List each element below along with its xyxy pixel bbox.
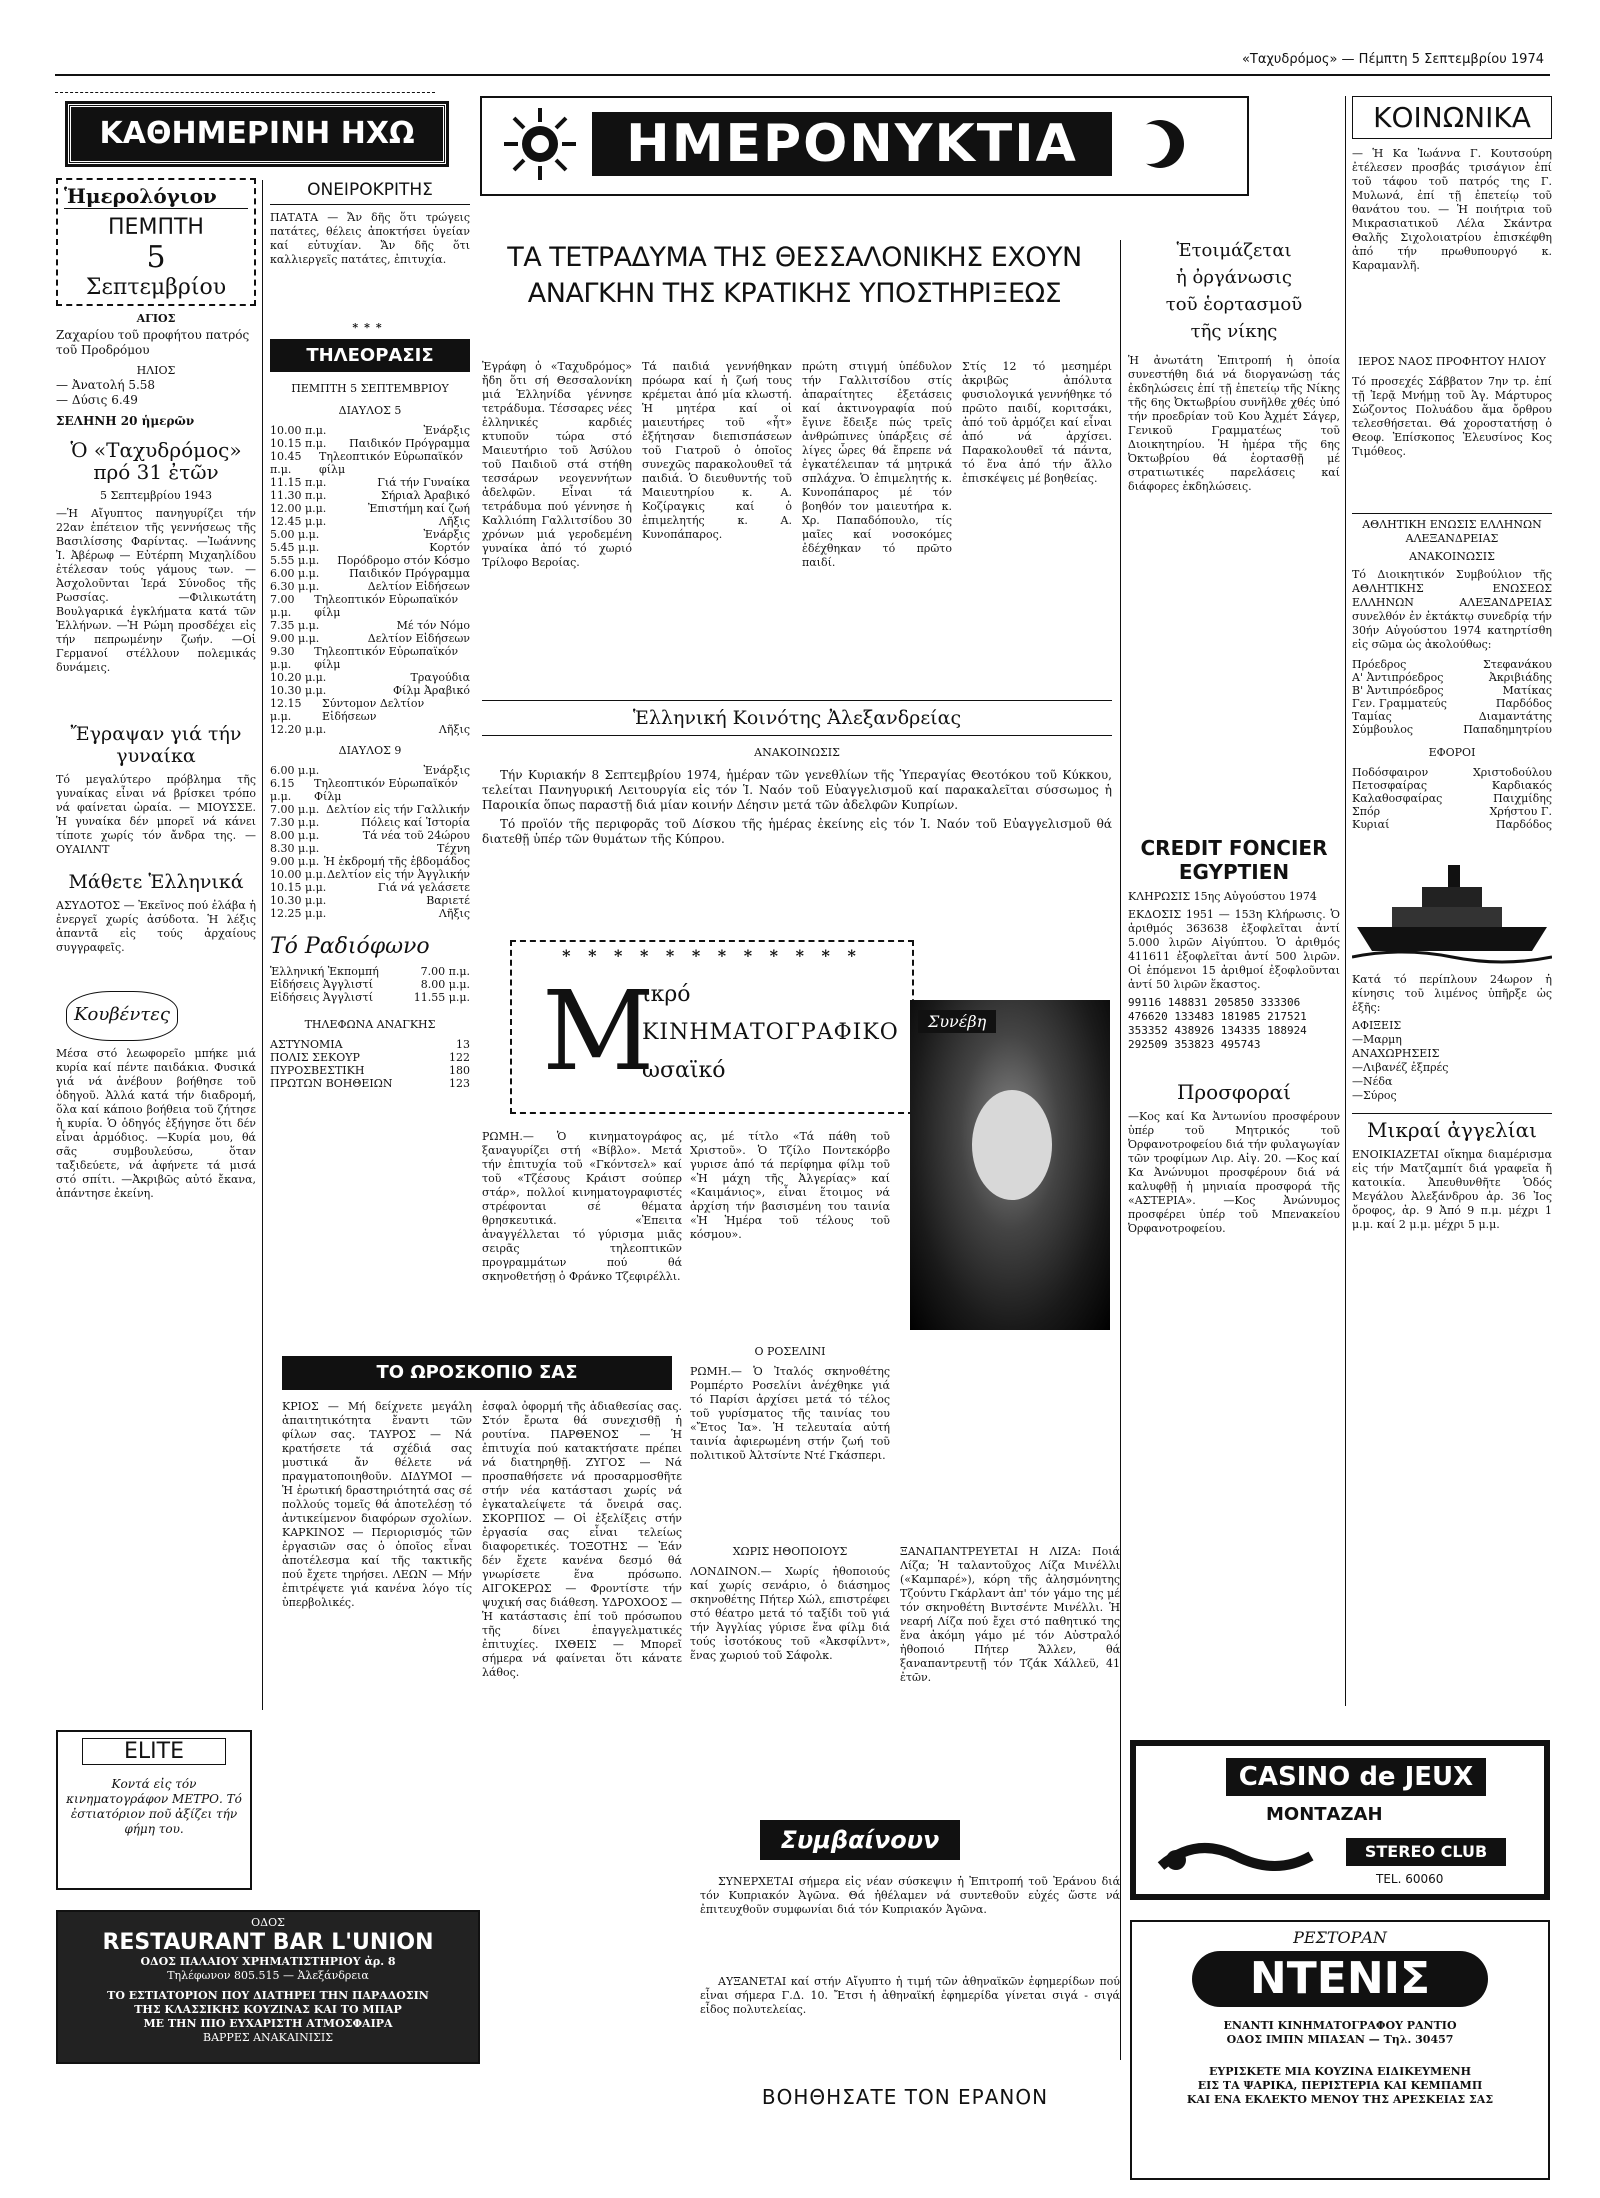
tv-schedule-row-left: 7.00 μ.μ. bbox=[270, 593, 295, 619]
col-divider-2 bbox=[1120, 240, 1121, 2060]
sun-icon bbox=[502, 106, 578, 182]
ship-list-item: —Μαρμη bbox=[1352, 1033, 1402, 1046]
main-headline-line-2: ΑΝΑΓΚΗΝ ΤΗΣ ΚΡΑΤΙΚΗΣ ΥΠΟΣΤΗΡΙΞΕΩΣ bbox=[527, 278, 1062, 309]
tv-schedule-row bbox=[270, 723, 470, 736]
history-date: 5 Σεπτεμβρίου 1943 bbox=[99, 489, 213, 502]
tv-schedule-row-left: 12.00 μ.μ. bbox=[270, 502, 327, 515]
col-divider-3 bbox=[1345, 96, 1346, 1706]
tv-schedule-row-left: 10.30 μ.μ. bbox=[270, 894, 327, 907]
community-paragraph-1: Τήν Κυριακήν 8 Σεπτεμβρίου 1974, ἡμέραν τῶν γενεθλίων τῆς Ὑπεραγίας Θεοτόκου τοῦ Κύκκου, τελείται Πανηγυρική Λειτουργία εἰς τόν Ἱ. Ναόν τοῦ Εὐαγγελισμοῦ καί παρακαλεῖται σύσσωμος ἡ Παροικία ὅπως παραστῇ διά μίαν κοινήν Δέησιν μετά τῶν ἀδελφῶν Κυπρίων. bbox=[482, 768, 1112, 812]
nteni-top: ΡΕΣΤΟΡΑΝ bbox=[1293, 1928, 1387, 1947]
board-row-right: Διαμαντάτης bbox=[1478, 710, 1552, 723]
tv-schedule-row bbox=[270, 437, 470, 450]
restaurant-union-top: ΟΔΟΣ bbox=[251, 1916, 285, 1929]
board-row bbox=[1352, 684, 1552, 697]
tv-schedule-row-left: 12.15 μ.μ. bbox=[270, 697, 302, 723]
radio-title: Τό Ραδιόφωνο bbox=[270, 934, 430, 959]
ephor-row bbox=[1352, 766, 1552, 779]
elite-title: ELITE bbox=[82, 1738, 226, 1765]
tv-schedule-row-right: Τηλεοπτικόν Εὐρωπαϊκόν φίλμ bbox=[319, 450, 463, 476]
casino-club: STEREO CLUB bbox=[1346, 1838, 1506, 1866]
tv-schedule-row-left: 10.15 π.μ. bbox=[270, 437, 327, 450]
radio-row-right: 7.00 π.μ. bbox=[420, 965, 470, 978]
donate-banner: ΒΟΗΘΗΣΑΤΕ ΤΟΝ ΕΡΑΝΟΝ bbox=[761, 2085, 1049, 2109]
history-title: Ὁ «Ταχυδρόμος» πρό 31 ἐτῶν bbox=[70, 438, 242, 484]
nteni-line-3: ΚΑΙ ΕΝΑ ΕΚΛΕΚΤΟ ΜΕΝΟΥ ΤΗΣ ΑΡΕΣΚΕΙΑΣ ΣΑΣ bbox=[1186, 2093, 1494, 2106]
saint-header: ΑΓΙΟΣ bbox=[136, 312, 176, 325]
radio-row-right: 8.00 μ.μ. bbox=[420, 978, 470, 991]
phone-row bbox=[270, 1051, 470, 1064]
board-row-left: Πρόεδρος bbox=[1352, 658, 1407, 671]
tv-schedule-row bbox=[270, 829, 470, 842]
main-headline bbox=[482, 240, 1107, 312]
main-headline-line-1: ΤΑ ΤΕΤΡΑΔΥΜΑ ΤΗΣ ΘΕΣΣΑΛΟΝΙΚΗΣ ΕΧΟΥΝ bbox=[507, 242, 1082, 273]
tv-column bbox=[270, 180, 470, 1090]
tv-schedule-row-right: Γιά τήν Γυναίκα bbox=[377, 476, 470, 489]
tv-schedule-row-left: 6.00 μ.μ. bbox=[270, 764, 320, 777]
tv-schedule-row bbox=[270, 881, 470, 894]
phone-row-left: ΠΡΩΤΩΝ ΒΟΗΘΕΙΩΝ bbox=[270, 1077, 393, 1090]
social-column bbox=[1352, 96, 1552, 1232]
cartoon-text: Μέσα στό λεωφορεῖο μπήκε μιά κυρία καί πέντε παιδάκια. Φυσικά γιά νά ἀνέβουν βοήθησε τοῦ ὁδηγοῦ. Ἀλλά κατά τήν διαδρομή, ὅλα καί κάποιο βοήθεια τοῦ ζήτησε ἡ κυρία. Ὁ ὁδηγός ἐξήγησε ὅτι δέν εἶναι ἁρμόδιος. —Κυρία μου, θά σᾶς συμβουλεύσω, ὅταν ταξιδεύετε, νά ἀφήνετε τά μισά στό σπίτι. —Ἀκριβῶς αὐτό ἔκανα, ἀπάντησε ἐκείνη. bbox=[56, 1047, 256, 1200]
victory-title-2: ἡ ὀργάνωσις bbox=[1176, 267, 1292, 288]
community-title: Ἑλληνική Κοινότης Ἀλεξανδρείας bbox=[482, 700, 1112, 736]
board-row-right: Στεφανάκου bbox=[1483, 658, 1552, 671]
board-row-right: Ματίκας bbox=[1502, 684, 1552, 697]
credit-text: ΕΚΔΟΣΙΣ 1951 — 153η Κλήρωσις. Ὁ ἀριθμός 363638 ἐξοφλεῖται ἀντί 5.000 λιρῶν Αἰγύπτου. Ὁ ἀριθμός 411611 ἐξοφλεῖται ἀντί 500 λιρῶν. Οἱ ἑπόμενοι 15 ἀριθμοί ἐξοφλοῦνται ἀντί 50 λιρῶν ἕκαστος. bbox=[1128, 908, 1340, 991]
saint-text: Ζαχαρίου τοῦ προφήτου πατρός τοῦ Προδρόμου bbox=[56, 328, 250, 357]
casino-figure bbox=[1156, 1816, 1316, 1886]
ephors-title: ΕΦΟΡΟΙ bbox=[1428, 746, 1476, 759]
tv-schedule-row bbox=[270, 868, 470, 881]
dream-title: ΟΝΕΙΡΟΚΡΙΤΗΣ bbox=[270, 180, 470, 205]
ephor-row-right: Παρδόδος bbox=[1495, 818, 1552, 831]
tv-schedule-row bbox=[270, 528, 470, 541]
masthead-date: «Ταχυδρόμος» — Πέμπτη 5 Σεπτεμβρίου 1974 bbox=[1241, 52, 1544, 67]
tv-schedule-row bbox=[270, 619, 470, 632]
ship-list-item: —Νέδα bbox=[1352, 1075, 1393, 1088]
tv-schedule-row-right: Σήριαλ Ἀραβικό bbox=[380, 489, 470, 502]
tv-schedule-row bbox=[270, 671, 470, 684]
tv-schedule-row bbox=[270, 632, 470, 645]
horoscope-col-2: ἐσφαλ ὀφορμή τῆς ἀδιαθεσίας σας. Στόν ἔρωτα θά συνεχισθῇ ἡ ρουτίνα. ΠΑΡΘΕΝΟΣ — Ἡ ἐπιτυχία πού κατακτήσατε πρέπει νά διατηρηθῇ. ΖΥΓΟΣ — Νά προσπαθήσετε νά προσαρμοσθῆτε στήν νέα κατάστασι χωρίς νά ἐγκαταλείψετε τά ὄνειρά σας. ΣΚΟΡΠΙΟΣ — Οἱ ἐξελίξεις στήν ἐργασία σας εἶναι τελείως διαφορετικές. ΤΟΞΟΤΗΣ — Ἐάν δέν ἔχετε κανένα δεσμό θά γνωρίσετε ἕνα πρόσωπο. ΑΙΓΟΚΕΡΩΣ — Φροντίστε τήν ψυχική σας διάθεση. ΥΔΡΟΧΟΟΣ — Ἡ κατάστασις ἐπί τοῦ πρόσωπου τῆς δίνει ἐπαγγελματικές ἐπιτυχίες. ΙΧΘΕΙΣ — Μπορεῖ σήμερα νά φαίνεται ὅτι κάνατε λάθος. bbox=[482, 1400, 682, 1679]
restaurant-union-line4: ΒΑΡΡΕΣ ΑΝΑΚΑΙΝΙΣΙΣ bbox=[202, 2031, 334, 2044]
radio-row-left: Ἑλληνική Ἐκπομπή bbox=[270, 965, 379, 978]
board-row-left: Α' Ἀντιπρόεδρος bbox=[1352, 671, 1444, 684]
greek-title: Μάθετε Ἑλληνικά bbox=[68, 871, 244, 893]
tv-schedule-row bbox=[270, 580, 470, 593]
no-actors-text: ΛΟΝΔΙΝΟΝ.— Χωρίς ἠθοποιούς καί χωρίς σενάριο, ὁ διάσημος σκηνοθέτης Πήτερ Χώλ, επιστρέφει στό θέατρο μετά τό ταξίδι τοῦ γιά τήν Ἀγγλίας γύρισε ἕνα φίλμ διά τούς ἰσοτόκους τοῦ «Ἀκσφίλντ», ἕνας χωριού τοῦ Σάφολκ. bbox=[690, 1565, 890, 1662]
classified-text: ΕΝΟΙΚΙΑΖΕΤΑΙ οἴκημα διαμέρισμα εἰς τήν Ματζαμπίτ διά γραφεῖα ἤ κατοικία. Ἀπευθυνθῆτε Ὁδός Μεγάλου Ἀλεξάνδρου ἀρ. 36 Ἰος ὄροφος, ἀρ. 9 Ἀπό 9 π.μ. μέχρι 1 μ.μ. καί 2 μ.μ. μέχρι 5 μ.μ. bbox=[1352, 1148, 1552, 1231]
community-box bbox=[482, 700, 1112, 851]
tv-schedule-row bbox=[270, 855, 470, 868]
sun-title: ΗΛΙΟΣ bbox=[136, 364, 176, 377]
tv-schedule-row bbox=[270, 697, 470, 723]
tv-schedule-row bbox=[270, 777, 470, 803]
board-row bbox=[1352, 658, 1552, 671]
tv-schedule-row-right: Λῆξις bbox=[438, 723, 470, 736]
tv-schedule-row-left: 10.30 μ.μ. bbox=[270, 684, 327, 697]
tv-schedule-row-left: 9.00 μ.μ. bbox=[270, 855, 320, 868]
elite-ad bbox=[56, 1730, 252, 1890]
tv-schedule-row-left: 7.35 μ.μ. bbox=[270, 619, 320, 632]
cinema-text: ΡΩΜΗ.— Ὁ κινηματογράφος ξαναγυρίζει στή «Βίβλο». Μετά τήν ἐπιτυχία τοῦ «Γκόντσελ» καί τοῦ «Τζέσους Κράιστ σούπερ στάρ», πολλοί κινηματογραφιστές στρέφονται σέ θέματα θρησκευτικά. «Ἐπειτα ἀναγγέλλεται τό γύρισμα μιᾶς σειρᾶς τηλεοπτικῶν προγραμμάτων πού θά σκηνοθετήσῃ ὁ Φράνκο Τζεφιρέλλι. bbox=[482, 1130, 682, 1283]
calendar-month: Σεπτεμβρίου bbox=[85, 275, 227, 300]
center-banner-title: ΗΜΕΡΟΝΥΚΤΙΑ bbox=[592, 112, 1112, 176]
church-title: ΙΕΡΟΣ ΝΑΟΣ ΠΡΟΦΗΤΟΥ ΗΛΙΟΥ bbox=[1358, 355, 1546, 368]
happenings-paragraph-1: ΣΥΝΕΡΧΕΤΑΙ σήμερα εἰς νέαν σύσκεψιν ἡ Ἐπιτροπή τοῦ Ἐράνου διά τόν Κυπριακόν Ἀγῶνα. Θά ἠθέλαμεν νά συντεθοῦν εὐχές ὥστε νά ἐπιτευχθοῦν συμφωνίαι διά τόν Κυπριακόν Ἀγῶνα. bbox=[700, 1875, 1120, 1916]
tv-schedule-row bbox=[270, 450, 470, 476]
moon: ΣΕΛΗΝΗ 20 ἡμερῶν bbox=[56, 414, 195, 428]
nteni-ad bbox=[1130, 1920, 1550, 2180]
tv-schedule-row-right: Τηλεοπτικόν Εὐρωπαϊκόν φίλμ bbox=[314, 645, 459, 671]
ephor-row-right: Χριστοδούλου bbox=[1472, 766, 1552, 779]
board-row bbox=[1352, 697, 1552, 710]
tv-channel-5: ΔΙΑΥΛΟΣ 5 bbox=[338, 404, 402, 417]
liza-photo bbox=[910, 1000, 1110, 1330]
nteni-name: ΝΤΕΝΙΣ bbox=[1192, 1951, 1488, 2007]
radio-row bbox=[270, 965, 470, 978]
tv-schedule-row bbox=[270, 489, 470, 502]
calendar-frame bbox=[56, 178, 256, 306]
phone-row-right: 123 bbox=[449, 1077, 470, 1090]
tv-schedule-row-left: 11.30 π.μ. bbox=[270, 489, 327, 502]
tv-schedule-row-right: Λῆξις bbox=[438, 907, 470, 920]
credit-title-2: EGYPTIEN bbox=[1178, 860, 1290, 884]
stars-divider: *** bbox=[352, 321, 388, 334]
victory-title-1: Ἑτοιμάζεται bbox=[1176, 240, 1292, 261]
tv-schedule-row bbox=[270, 476, 470, 489]
board-row-right: Παρδόδος bbox=[1495, 697, 1552, 710]
cartoon-label: Κουβέντες bbox=[66, 991, 178, 1041]
ephor-row-right: Παιχμίδης bbox=[1493, 792, 1552, 805]
radio-row-right: 11.55 μ.μ. bbox=[413, 991, 470, 1004]
tv-schedule-row-left: 9.30 μ.μ. bbox=[270, 645, 295, 671]
phones-list bbox=[270, 1038, 470, 1090]
sunset: — Δύσις 6.49 bbox=[56, 393, 138, 407]
credit-sub: ΚΛΗΡΩΣΙΣ 15ης Αὐγούστου 1974 bbox=[1128, 890, 1317, 903]
ephor-row-left: Κυριαί bbox=[1352, 818, 1390, 831]
photo-caption: ΞΑΝΑΠΑΝΤΡΕΥΕΤΑΙ Η ΛΙΖΑ: Ποιά Λίζα; Ἡ ταλαντοῦχος Λίζα Μινέλλι («Καμπαρέ»), κόρη τῆς ἀλησμόνητης Τζούντυ Γκάρλαντ ἀπ' τόν γάμο της μέ τόν σκηνοθέτη Βιντσέντε Μινέλλι. Ἡ νεαρή Λίζα πού ἔχει στό παθητικό της ἕνα ἀκόμη γάμο μέ τόν Αὐστραλό ἠθοποιό Πήτερ Ἄλλεν, θά ξαναπαντρευτῇ τόν Τζάκ Χάλλεϋ, 41 ἐτῶν. bbox=[900, 1545, 1120, 1684]
tv-schedule-row bbox=[270, 803, 470, 816]
tv-schedule-row-left: 5.45 μ.μ. bbox=[270, 541, 320, 554]
tv-schedule-row-right: Δελτίον εἰς τήν Ἀγγλικήν bbox=[327, 868, 470, 881]
ship-list-item: —Σύρος bbox=[1352, 1089, 1397, 1102]
tv-schedule-row bbox=[270, 593, 470, 619]
ephor-row-left: Ποδόσφαιρον bbox=[1352, 766, 1429, 779]
phone-row bbox=[270, 1064, 470, 1077]
tv-schedule-row-right: Σύντομον Δελτίον Εἰδήσεων bbox=[322, 697, 425, 723]
tv-schedule-row-left: 12.20 μ.μ. bbox=[270, 723, 327, 736]
tv-schedule-row-left: 10.00 π.μ. bbox=[270, 424, 327, 437]
tv-schedule-row-right: Τηλεοπτικόν Εὐρωπαϊκόν Φίλμ bbox=[313, 777, 458, 803]
ship-list-item: ΑΝΑΧΩΡΗΣΕΙΣ bbox=[1352, 1047, 1440, 1060]
masthead-dash bbox=[55, 92, 435, 94]
story-col-1: Ἐγράφη ὁ «Ταχυδρόμος» ἤδη ὅτι σή Θεσσαλονίκη μιά Ἑλληνίδα γέννησε τετράδυμα. Τέσσαρες νέες ἑλληνικές καρδιές κτυποῦν τώρα στό Μαιευτήριο τοῦ Ἀσύλου τοῦ Παιδιοῦ στά στήθη τεσσάρων νεογεννήτων ἀδελφῶν. Εἶναι τά τετράδυμα πού γέννησε ἡ Καλλιόπη Γαλλιτσίδου 30 χρόνων μιά γεροδεμένη γυναίκα ἀπό τό χωριό Τρίλοφο Βεροίας. bbox=[482, 360, 632, 569]
tv-schedule-row bbox=[270, 645, 470, 671]
rosellini-text: ΡΩΜΗ.— Ὁ Ἰταλός σκηνοθέτης Ρομπέρτο Ροσελίνι ἀνέχθηκε γιά τό Παρίσι ἀρχίσει μετά τό τέλος τοῦ γυρίσματος τῆς ταινίας του «Ἔτος Ἰα». Ἡ τελευταία αὐτή ταινία ἀφιερωμένη στήν ζωή τοῦ πολιτικοῦ Ἀλτσίντε Ντέ Γκάσπερι. bbox=[690, 1365, 890, 1462]
ephor-row-right: Χρήστου Γ. bbox=[1489, 805, 1552, 818]
tv-schedule-row bbox=[270, 567, 470, 580]
tv-schedule-row-right: Τραγούδια bbox=[410, 671, 470, 684]
tv-schedule-row-left: 6.30 μ.μ. bbox=[270, 580, 320, 593]
tv-schedule-row bbox=[270, 894, 470, 907]
phone-row-right: 122 bbox=[449, 1051, 470, 1064]
tv-schedule-9 bbox=[270, 764, 470, 920]
tv-schedule-row-left: 12.45 μ.μ. bbox=[270, 515, 327, 528]
restaurant-union-address: ΟΔΟΣ ΠΑΛΑΙΟΥ ΧΡΗΜΑΤΙΣΤΗΡΙΟΥ ἀρ. 8 bbox=[140, 1955, 396, 1968]
tv-schedule-row-left: 6.00 μ.μ. bbox=[270, 567, 320, 580]
restaurant-union-line2: ΤΗΣ ΚΛΑΣΣΙΚΗΣ ΚΟΥΖΙΝΑΣ ΚΑΙ ΤΟ ΜΠΑΡ bbox=[134, 2003, 402, 2016]
no-actors-title: ΧΩΡΙΣ ΗΘΟΠΟΙΟΥΣ bbox=[732, 1545, 848, 1558]
col-divider-1 bbox=[262, 180, 263, 1710]
horoscope-title: ΤΟ ΩΡΟΣΚΟΠΙΟ ΣΑΣ bbox=[282, 1356, 672, 1390]
sports-text: Τό Διοικητικόν Συμβούλιον τῆς ΑΘΛΗΤΙΚΗΣ ΕΝΩΣΕΩΣ ΕΛΛΗΝΩΝ ΑΛΕΞΑΝΔΡΕΙΑΣ συνελθόν ἐν ἐκτάκτῳ συνεδρίᾳ τήν 30ήν Αὐγούστου 1974 κατηρτίσθη εἰς σῶμα ὡς ἀκολούθως: bbox=[1352, 568, 1552, 651]
tv-schedule-row-right: Μέ τόν Νόμο bbox=[396, 619, 470, 632]
tv-schedule-row bbox=[270, 816, 470, 829]
credit-title-1: CREDIT FONCIER bbox=[1140, 836, 1328, 860]
horoscope-col-1: ΚΡΙΟΣ — Μή δείχνετε μεγάλη ἀπαιτητικότητα ἔναντι τῶν φίλων σας. ΤΑΥΡΟΣ — Νά κρατήσετε τά σχέδιά σας μυστικά ἄν θέλετε νά πραγματοποιηθοῦν. ΔΙΔΥΜΟΙ — Ἡ ἐρωτική δραστηριότητά σας σέ πολλούς τομεῖς θά ἀποτελέσῃ τό ἀντικείμενον διαφόρων σχολίων. ΚΑΡΚΙΝΟΣ — Περιορισμός τῶν ἐργασιῶν σας ὁ ὁποῖος εἶναι ἀποτέλεσμα καί τῆς τακτικῆς πού ἔχετε τηρήσει. ΛΕΩΝ — Μήν ἐπιτρέψετε γιά κανένα λόγο τίς ὑπερβολικές. bbox=[282, 1400, 472, 1609]
tv-schedule-row-right: Τά νέα τοῦ 24ώρου bbox=[362, 829, 470, 842]
tv-schedule-row-left: 8.00 μ.μ. bbox=[270, 829, 320, 842]
phone-row-left: ΑΣΤΥΝΟΜΙΑ bbox=[270, 1038, 343, 1051]
nteni-address-1: ΕΝΑΝΤΙ ΚΙΝΗΜΑΤΟΓΡΑΦΟΥ ΡΑΝΤΙΟ bbox=[1223, 2019, 1457, 2032]
tv-schedule-row-left: 10.45 π.μ. bbox=[270, 450, 302, 476]
calendar-box bbox=[56, 178, 256, 1247]
board-row-left: Β' Ἀντιπρόεδρος bbox=[1352, 684, 1444, 697]
board-row bbox=[1352, 671, 1552, 684]
nteni-line-2: ΕΙΣ ΤΑ ΨΑΡΙΚΑ, ΠΕΡΙΣΤΕΡΙΑ ΚΑΙ ΚΕΜΠΑΜΠ bbox=[1197, 2079, 1483, 2092]
ephor-row-left: Πετοσφαίρας bbox=[1352, 779, 1428, 792]
sports-title: ΑΘΛΗΤΙΚΗ ΕΝΩΣΙΣ ΕΛΛΗΝΩΝ ΑΛΕΞΑΝΔΡΕΙΑΣ bbox=[1352, 513, 1552, 546]
tv-date: ΠΕΜΠΤΗ 5 ΣΕΠΤΕΜΒΡΙΟΥ bbox=[291, 382, 449, 395]
cinema-title-1: ικρό bbox=[642, 982, 691, 1007]
center-banner bbox=[480, 96, 1249, 196]
tv-schedule-row-right: Παιδικόν Πρόγραμμα bbox=[349, 567, 470, 580]
cinema-text-2: ας, μέ τίτλο «Τά πάθη τοῦ Χριστοῦ». Ὁ Τζίλο Ποντεκόρβο γυρισε ἀπό τά περίφημα φίλμ τοῦ «Ἡ μάχη τῆς Ἀλγερίας» καί «Καιμάνιος», εἶναι ἕτοιμος νά ἀρχίση τήν βασισμένη του ταινία «Ἡ Ἡμέρα τοῦ τέλους τοῦ κόσμου». bbox=[690, 1130, 890, 1241]
tv-schedule-row-right: Ἐνάρξις bbox=[423, 528, 470, 541]
radio-row-left: Εἰδήσεις Ἀγγλιστί bbox=[270, 978, 374, 991]
tv-schedule-row bbox=[270, 764, 470, 777]
tv-schedule-row bbox=[270, 541, 470, 554]
tv-title: ΤΗΛΕΟΡΑΣΙΣ bbox=[270, 339, 470, 372]
tv-schedule-row-left: 10.15 μ.μ. bbox=[270, 881, 327, 894]
board-row-right: Ἀκριβιάδης bbox=[1488, 671, 1552, 684]
victory-title-3: τοῦ ἑορτασμοῦ bbox=[1165, 294, 1303, 315]
tv-schedule-row-left: 10.00 μ.μ. bbox=[270, 868, 327, 881]
cinema-title-3: ωσαϊκό bbox=[642, 1058, 726, 1083]
calendar-title: Ἡμερολόγιον bbox=[64, 184, 248, 209]
cinema-stars: * * * * * * * * * * * * bbox=[562, 946, 862, 965]
classified-title: Μικραί ἀγγελίαι bbox=[1352, 1113, 1552, 1142]
tv-schedule-row-left: 7.00 μ.μ. bbox=[270, 803, 320, 816]
elite-text: Κοντά εἰς τόν κινηματογράφον ΜΕΤΡΟ. Τό ἐστιατόριον ποῦ ἀξίζει τήν φήμη του. bbox=[66, 1777, 242, 1836]
cinema-title-2: ΚΙΝΗΜΑΤΟΓΡΑΦΙΚΟ bbox=[642, 1020, 899, 1045]
casino-title: CASINO de JEUX bbox=[1226, 1758, 1486, 1796]
ship-list-item: ΑΦΙΞΕΙΣ bbox=[1352, 1019, 1402, 1032]
phone-row-right: 180 bbox=[449, 1064, 470, 1077]
ship-illustration bbox=[1352, 847, 1552, 967]
tv-schedule-row-right: Ἐνάρξις bbox=[423, 424, 470, 437]
tv-channel-9: ΔΙΑΥΛΟΣ 9 bbox=[338, 744, 402, 757]
tv-schedule-row-right: Φίλμ Ἀραβικό bbox=[393, 684, 470, 697]
casino-ad bbox=[1130, 1740, 1550, 1900]
social-title: ΚΟΙΝΩΝΙΚΑ bbox=[1352, 96, 1552, 139]
church-text: Τό προσεχές Σάββατον 7ην τρ. ἐπί τῇ Ἱερᾷ Μνήμῃ τοῦ Ἁγ. Μάρτυρος Σώζοντος Πολυάδου ἅμα ὄρθρου τελεσθήσεται. Θά χοροστατήσῃ ὁ Θεοφ. Ἐπίσκοπος Ἐλευσίνος Κος Τιμόθεος. bbox=[1352, 375, 1552, 458]
phone-row-left: ΠΟΛΙΣ ΣΕΚΟΥΡ bbox=[270, 1051, 360, 1064]
ship-list-item: —Λιβανέζ ἐξπρές bbox=[1352, 1061, 1449, 1074]
tv-schedule-row-left: 8.30 μ.μ. bbox=[270, 842, 320, 855]
ship-list bbox=[1352, 1019, 1552, 1103]
calendar-day: ΠΕΜΠΤΗ bbox=[108, 215, 204, 240]
offers-text: —Κος καί Κα Ἀντωνίου προσφέρουν ὑπέρ τοῦ Μητρικός τοῦ Ὀρφανοτροφείου διά τήν φυλαγωγίαν τῶν τροφίμων Λιρ. Αἰγ. 20. —Κος καί Κα Ἀνώνυμοι προσφέρουν διά νά καλυφθῇ ἡ μηνιαία προσφορά τῆς «ΑΣΤΕΡΙΑ». —Κος Ἀνώνυμος προσφέρει ὑπέρ τοῦ Μπενακείου Ὀρφανοτροφείου. bbox=[1128, 1110, 1340, 1235]
board-row-right: Παπαδημητρίου bbox=[1463, 723, 1552, 736]
credit-numbers: 99116 148831 205850 333306 476620 133483 181985 217521 353352 438926 134335 188924 292509 353823 495743 bbox=[1128, 996, 1307, 1051]
rosellini-title: Ο ΡΟΣΕΛΙΝΙ bbox=[754, 1345, 826, 1358]
sports-sub: ΑΝΑΚΟΙΝΩΣΙΣ bbox=[1409, 550, 1495, 563]
tv-schedule-row-right: Κορτόν bbox=[429, 541, 470, 554]
moon-icon bbox=[1132, 116, 1188, 172]
restaurant-union-name: RESTAURANT BAR L'UNION bbox=[102, 1930, 434, 1955]
tv-schedule-row-right: Ἐπιστήμη καί ζωή bbox=[368, 502, 470, 515]
radio-row-left: Εἰδήσεις Ἀγγλιστί bbox=[270, 991, 374, 1004]
phone-row-right: 13 bbox=[456, 1038, 470, 1051]
tv-schedule-row-right: Δελτίον Εἰδήσεων bbox=[367, 580, 470, 593]
ephors-list bbox=[1352, 766, 1552, 831]
story-col-4: Στίς 12 τό μεσημέρι ἀκριβῶς ἀπόλυτα φυσιολογικά γεννήθηκε τό πρῶτο παιδί, κοριτσάκι, ἀπό τοῦ ἀρμόζει καί εἶναι ἀπό νά ἀρχίσει. Παρακολουθεῖ τά πάντα, τό ἕνα ἀπό τήν ἄλλο ἐπισκέψεις μέ βοηθείας. bbox=[962, 360, 1112, 485]
casino-subtitle: ΜΟΝΤΑΖΑΗ bbox=[1266, 1804, 1383, 1825]
tv-schedule-row bbox=[270, 424, 470, 437]
ephor-row bbox=[1352, 805, 1552, 818]
board-row bbox=[1352, 723, 1552, 736]
tv-schedule-row-left: 9.00 μ.μ. bbox=[270, 632, 320, 645]
tv-schedule-row bbox=[270, 684, 470, 697]
ephor-row bbox=[1352, 818, 1552, 831]
community-paragraph-2: Τό προϊόν τῆς περιφορᾶς τοῦ Δίσκου τῆς ἡμέρας ἐκείνης εἰς τόν Ἱ. Ναόν τοῦ Εὐαγγελισμοῦ θά διατεθῇ ὑπέρ τῶν θυμάτων τῆς Κύπρου. bbox=[482, 817, 1112, 846]
restaurant-union-ad bbox=[56, 1910, 480, 2064]
ephor-row bbox=[1352, 779, 1552, 792]
women-title: Ἔγραψαν γιά τήν γυναίκα bbox=[70, 723, 242, 767]
tv-schedule-row-left: 5.00 μ.μ. bbox=[270, 528, 320, 541]
ship-caption: Κατά τό περίπλουν 24ωρον ἡ κίνησις τοῦ λιμένος ὑπῆρξε ὡς ἑξῆς: bbox=[1352, 973, 1552, 1014]
tv-schedule-row-right: Παιδικόν Πρόγραμμα bbox=[349, 437, 470, 450]
happenings-title: Συμβαίνουν bbox=[760, 1820, 960, 1860]
tv-schedule-row-left: 12.25 μ.μ. bbox=[270, 907, 327, 920]
tv-schedule-row bbox=[270, 907, 470, 920]
story-col-2: Τά παιδιά γεννήθηκαν πρόωρα καί ἡ ζωή τους κρέμεται ἀπό μία κλωστή. Ἡ μητέρα καί οἱ μαιευτήρες τοῦ «ἦτ» ἐξήτησαν διεπισπάσεων τοῦ Γιατροῦ ὁ ὁποῖος συνεχῶς παρακολουθεῖ τά παιδιά. Ὁ διευθυντής τοῦ Μαιευτηρίου κ. Α. Κοζίραγκις καί ὁ ἐπιμελητής κ. Α. Κυνοπάπαρος. bbox=[642, 360, 792, 541]
board-row-left: Σύμβουλος bbox=[1352, 723, 1414, 736]
casino-phone: TEL. 60060 bbox=[1376, 1872, 1444, 1886]
cinema-big-letter: Μ bbox=[542, 967, 655, 1095]
tv-schedule-row-left: 5.55 μ.μ. bbox=[270, 554, 320, 567]
tv-schedule-row bbox=[270, 842, 470, 855]
cinema-box bbox=[510, 940, 914, 1114]
restaurant-union-phone: Τηλέφωνον 805.515 — Ἀλεξάνδρεια bbox=[167, 1969, 369, 1982]
happenings-paragraph-2: ΑΥΞΑΝΕΤΑΙ καί στήν Αἴγυπτο ἡ τιμή τῶν ἀθηναϊκῶν ἐφημερίδων πού εἶναι σήμερα Γ.Δ. 10. Ἔτσι ἡ ἀθηναϊκή ἐφημερίδα γίνεται σιγά - σιγά εἶδος πολυτελείας. bbox=[700, 1975, 1120, 2016]
ephor-row-left: Καλαθοσφαίρας bbox=[1352, 792, 1443, 805]
tv-schedule-row-right: Ἐνάρξις bbox=[423, 764, 470, 777]
left-banner-title: ΚΑΘΗΜΕΡΙΝΗ ΗΧΩ bbox=[99, 116, 415, 151]
women-text: Τό μεγαλύτερο πρόβλημα τῆς γυναίκας εἶναι νά βρίσκει τρόπο νά φαίνεται ὡραία. — ΜΙΟΥΣΣΕ. Ἡ γυναίκα δέν μπορεῖ νά κάνει τίποτε χωρίς τόν ἄνδρα της. — ΟΥΑΙΛΝΤ bbox=[56, 773, 256, 856]
victory-text: Ἡ ἀνωτάτη Ἐπιτροπή ἡ ὁποία συνεστήθη διά νά διοργανώσῃ τάς ἐκδηλώσεις ἐπί τῇ ἐπετείῳ τῆς Νίκης τῆς 6ης Ὀκτωβρίου συνῆλθε χθές ὑπό τήν προεδρίαν τοῦ Κου Ἀχμέτ Σάγερ, Γενικοῦ Γραμματέως τοῦ Διοικητηρίου. Ἡ ἡμέρα τῆς 6ης Ὀκτωβρίου θά ἑορτασθῇ μέ στρατιωτικές παρελάσεις καί διάφορες ἐκδηλώσεις. bbox=[1128, 354, 1340, 493]
board-row-left: Γεν. Γραμματεύς bbox=[1352, 697, 1447, 710]
radio-row bbox=[270, 991, 470, 1004]
tv-schedule-row-right: Πόλεις καί Ἱστορία bbox=[360, 816, 470, 829]
tv-schedule-5 bbox=[270, 424, 470, 736]
radio-list bbox=[270, 965, 470, 1004]
calendar-day-number: 5 bbox=[146, 240, 166, 275]
tv-schedule-row-right: Τέχνη bbox=[437, 842, 470, 855]
tv-schedule-row-right: Πορόδρομο στόν Κόσμο bbox=[337, 554, 470, 567]
story-col-3: πρώτη στιγμή ὑπέδυλον τήν Γαλλιτσίδου στίς ἀπαραίτητες ἐξετάσεις καί ἀκτινογραφία πού ἔγινε ἔδειξε πώς τρεῖς ἀνθρώπινες ὑπάρξεις σέ λίγες ὧρες θά ἔπρεπε νά ἐγκατέλειπαν τά μητρικά σπλάχνα. Ὁ ἐπιμελητής κ. Κυνοπάπαρος μέ τόν βοηθόν τον μαιευτήρα κ. Χρ. Παπαδόπουλο, τίς μαῖες καί νοσοκόμες ἐδέχθηκαν τό πρῶτο παιδί. bbox=[802, 360, 952, 569]
ephor-row-left: Σπόρ bbox=[1352, 805, 1381, 818]
victory-column bbox=[1128, 240, 1340, 1340]
tv-schedule-row-right: Ἡ ἐκδρομή τῆς ἑβδομάδος bbox=[324, 855, 470, 868]
phone-row bbox=[270, 1077, 470, 1090]
nteni-address-2: ΟΔΟΣ ΙΜΠΝ ΜΠΑΣΑΝ — Τηλ. 30457 bbox=[1226, 2033, 1454, 2046]
sunrise: — Ἀνατολή 5.58 bbox=[56, 378, 156, 392]
social-text: — Ἡ Κα Ἰωάννα Γ. Κουτσούρη ἐτέλεσεν προσβάς τρισάγιον ἐπί τοῦ τάφου τοῦ πατρός της Γ. Μυλωνά, ἐπί τῇ ἐπετείῳ τοῦ θανάτου του. — Ἡ ποιήτρια τοῦ Μικρασιατικοῦ Λέλα Σκάντρα Θαλῆς Σιχολοιατρίου ἐπισκέφθη ἀπό τήν πρωθυπουργό κ. Καραμανλῆ. bbox=[1352, 147, 1552, 272]
greek-text: ΑΣΥΔΟΤΟΣ — Ἐκεῖνος πού ἐλάβα ἡ ἐνεργεῖ χωρίς ἀσύδοτα. Ἡ λέξις ἀπαντᾶ εἰς τούς ἀρχαίους συγγραφεῖς. bbox=[56, 899, 256, 954]
face-shape bbox=[972, 1090, 1052, 1200]
restaurant-union-line3: ΜΕ ΤΗΝ ΠΙΟ ΕΥΧΑΡΙΣΤΗ ΑΤΜΟΣΦΑΙΡΑ bbox=[143, 2017, 393, 2030]
tv-schedule-row bbox=[270, 502, 470, 515]
tv-schedule-row bbox=[270, 554, 470, 567]
tv-schedule-row-right: Δελτίον Εἰδήσεων bbox=[367, 632, 470, 645]
tv-schedule-row-right: Βαριετέ bbox=[426, 894, 470, 907]
restaurant-union-line1: ΤΟ ΕΣΤΙΑΤΟΡΙΟΝ ΠΟΥ ΔΙΑΤΗΡΕΙ ΤΗΝ ΠΑΡΑΔΟΣΙΝ bbox=[107, 1989, 429, 2002]
ephor-row bbox=[1352, 792, 1552, 805]
left-banner bbox=[68, 104, 446, 164]
tv-schedule-row-right: Γιά νά γελάσετε bbox=[377, 881, 470, 894]
tv-schedule-row-left: 11.15 π.μ. bbox=[270, 476, 327, 489]
tv-schedule-row bbox=[270, 515, 470, 528]
board-list bbox=[1352, 658, 1552, 736]
nteni-line-1: ΕΥΡΙΣΚΕΤΕ ΜΙΑ ΚΟΥΖΙΝΑ ΕΙΔΙΚΕΥΜΕΝΗ bbox=[1208, 2065, 1472, 2078]
photo-label: Συνέβη bbox=[918, 1010, 996, 1033]
tv-schedule-row-right: Λῆξις bbox=[438, 515, 470, 528]
phone-row bbox=[270, 1038, 470, 1051]
masthead-rule bbox=[55, 74, 1550, 76]
board-row-left: Ταμίας bbox=[1352, 710, 1392, 723]
phones-title: ΤΗΛΕΦΩΝΑ ΑΝΑΓΚΗΣ bbox=[304, 1018, 436, 1031]
offers-title: Προσφοραί bbox=[1176, 1080, 1292, 1104]
history-text: —Ἡ Αἴγυπτος πανηγυρίζει τήν 22αν ἐπέτειον τῆς γεννήσεως τῆς Βασιλίσσης Φαρίντας. —Ἰωάννης Ἰ. Ἀβέρωφ — Εὐτέρπη Μιχαηλίδου ἐτέλεσαν τούς γάμους των. —Ἀσχολοῦνται Ἱερά Σύνοδος τῆς Ρωσσίας. —Φιλικωτάτη Βουλγαρικά ἐγκλήματα κατά τῶν Ἑλλήνων. —Ἡ Ρώμη προσδέχει εἰς τήν πεπρωμένην ζωήν. —Οἱ Γερμανοί στέλλουν πολεμικάς δυνάμεις. bbox=[56, 507, 256, 674]
tv-schedule-row-left: 10.20 μ.μ. bbox=[270, 671, 327, 684]
tv-schedule-row-right: Τηλεοπτικόν Εὐρωπαϊκόν φίλμ bbox=[314, 593, 459, 619]
tv-schedule-row-right: Δελτίον εἰς τήν Γαλλικήν bbox=[326, 803, 470, 816]
board-row bbox=[1352, 710, 1552, 723]
dream-text: ΠΑΤΑΤΑ — Ἄν δῆς ὅτι τρώγεις πατάτες, θέλεις ἀποκτήσει ὑγείαν καί εὐτυχίαν. Ἄν δῆς ὅτι καλλιεργεῖς πατάτες, ἐπιτυχία. bbox=[270, 211, 470, 266]
victory-title-4: τῆς νίκης bbox=[1190, 321, 1278, 342]
ephor-row-right: Καρδιακός bbox=[1491, 779, 1552, 792]
community-sub: ΑΝΑΚΟΙΝΩΣΙΣ bbox=[754, 746, 840, 759]
radio-row bbox=[270, 978, 470, 991]
tv-schedule-row-left: 6.15 μ.μ. bbox=[270, 777, 295, 803]
phone-row-left: ΠΥΡΟΣΒΕΣΤΙΚΗ bbox=[270, 1064, 365, 1077]
tv-schedule-row-left: 7.30 μ.μ. bbox=[270, 816, 320, 829]
